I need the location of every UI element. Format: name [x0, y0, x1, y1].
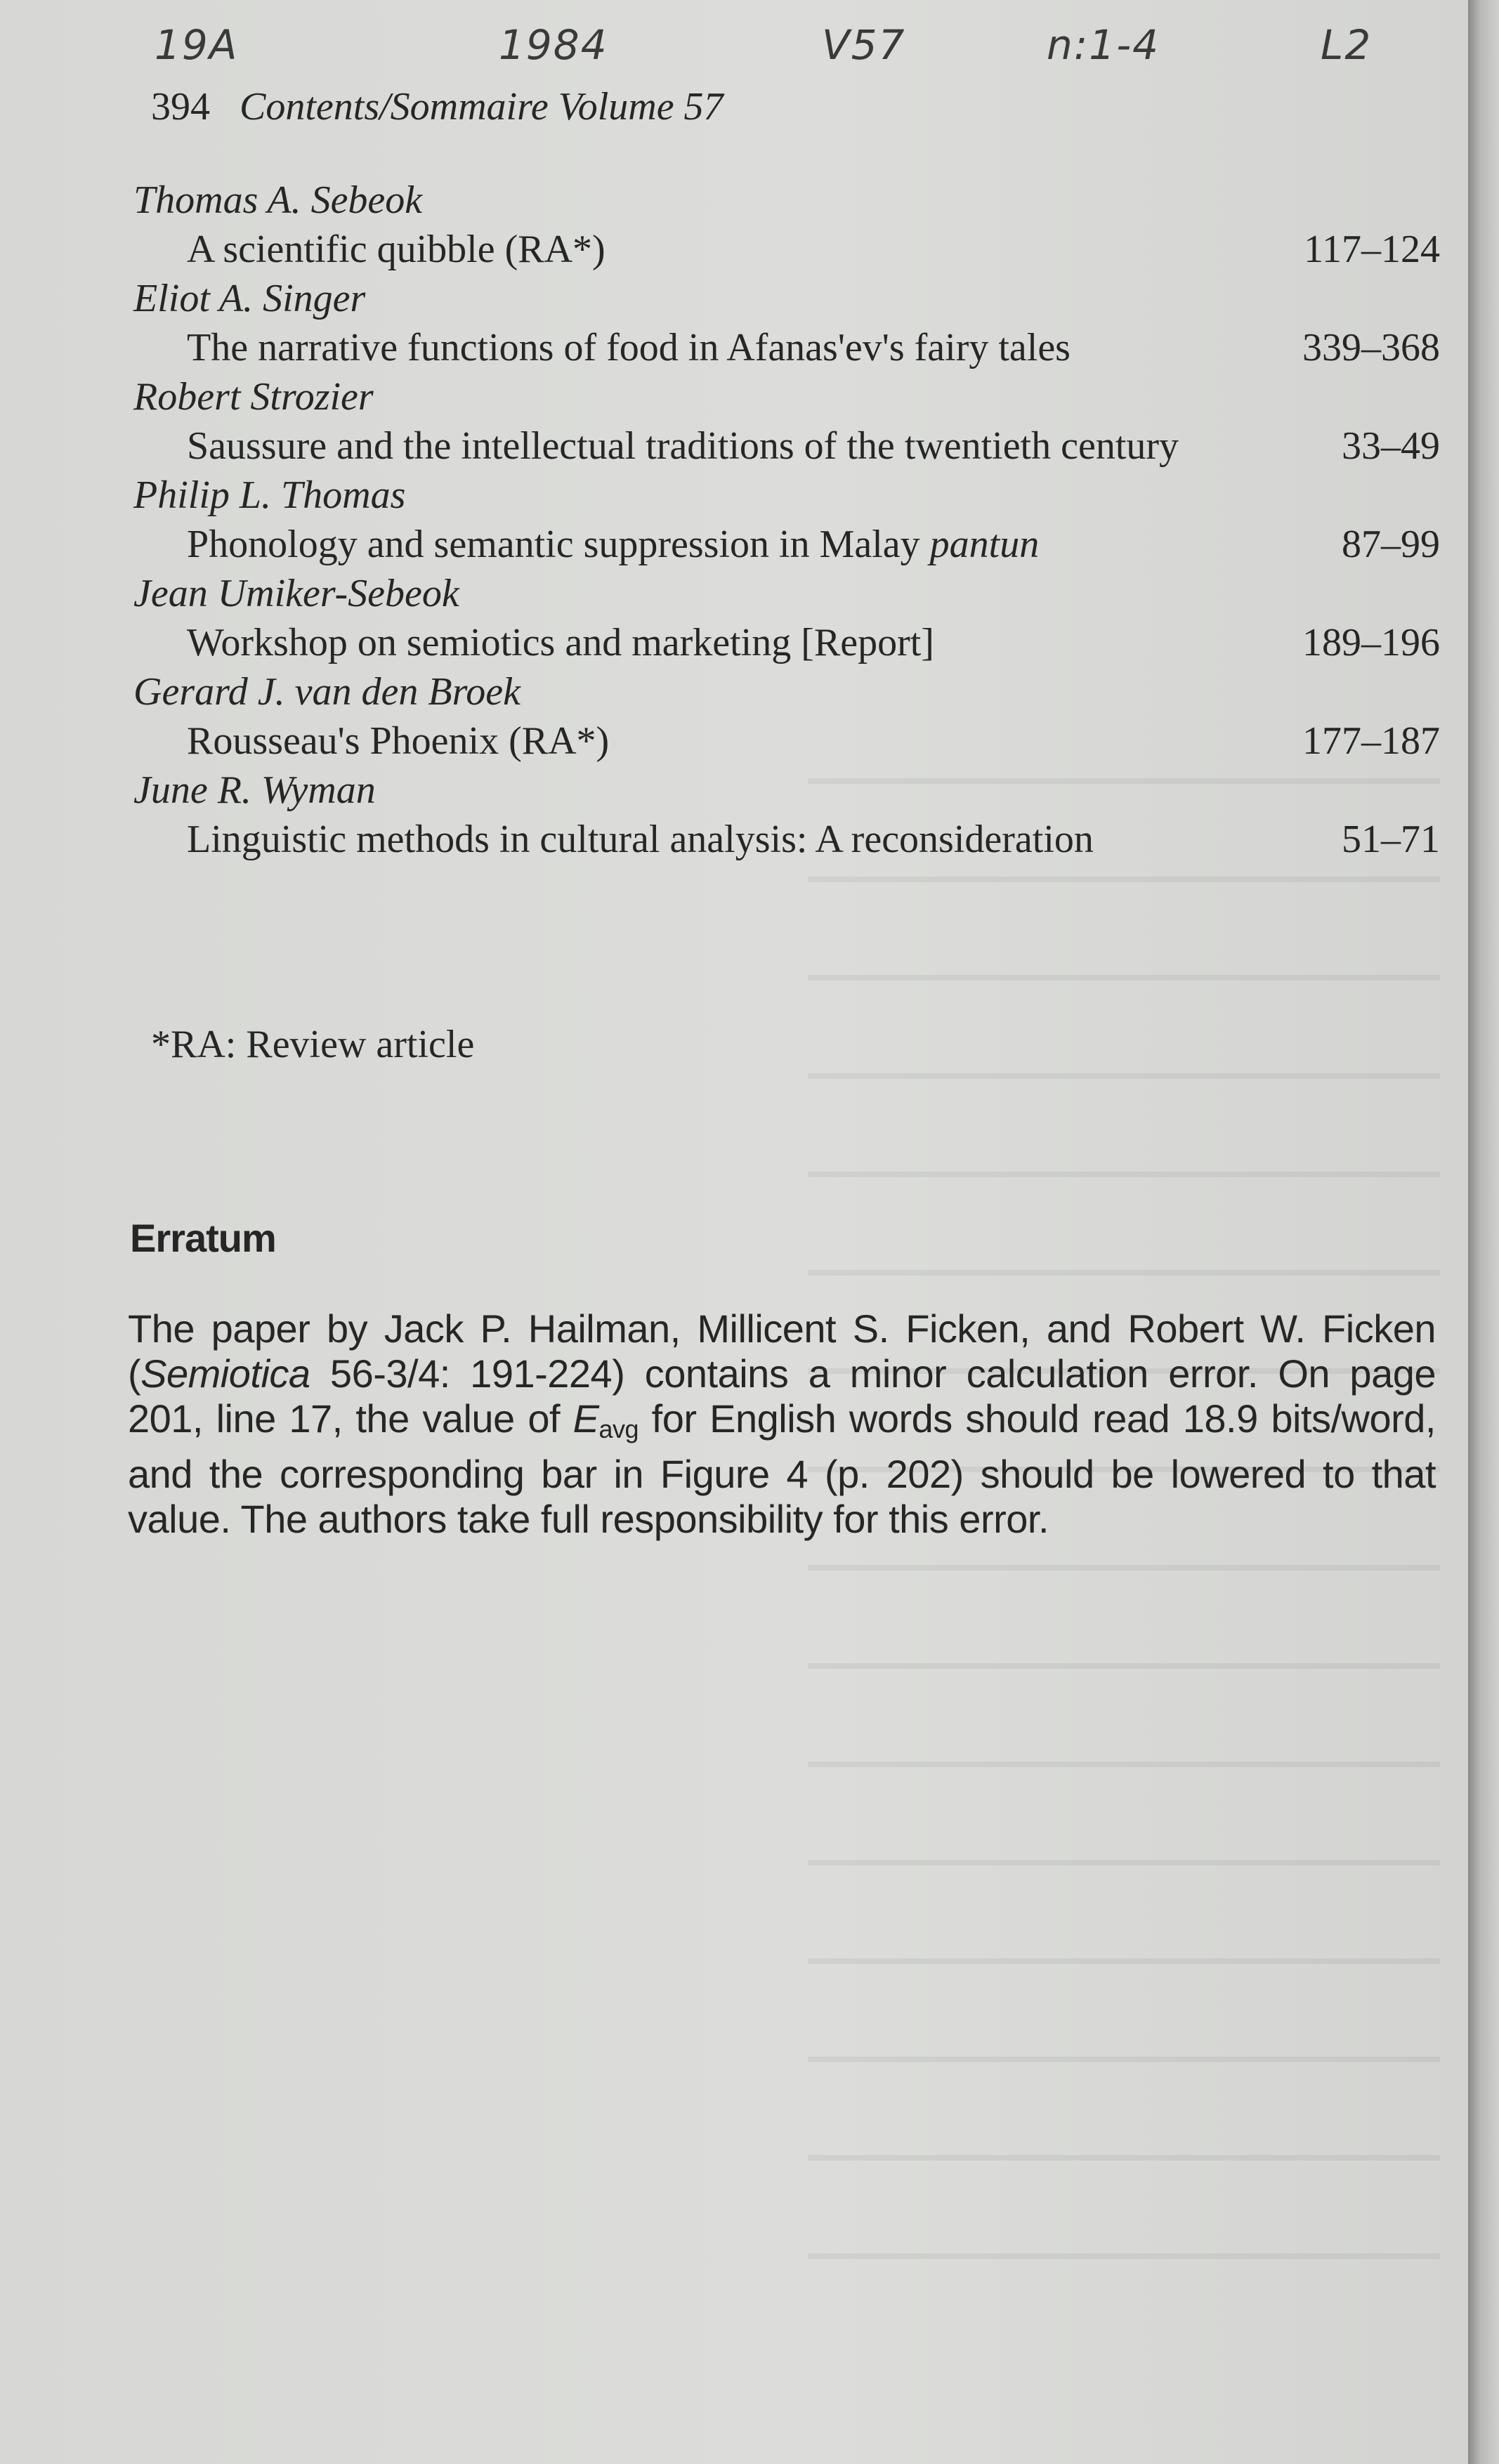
entry-title-row	[133, 323, 1440, 372]
entry-title: The narrative functions of food in Afanas'ev's fairy tales	[187, 326, 1071, 369]
erratum-text-part-1: The paper by Jack P. Hailman, Millicent S. Ficken, and Robert W. Ficken (	[128, 1306, 1436, 1396]
erratum-text-part-2: 56-3/4: 191-224) contains a minor calculation error. On page 201, line 17, the value of	[128, 1351, 1436, 1441]
handwritten-note-3: V57	[822, 21, 906, 69]
entry-author: Philip L. Thomas	[133, 473, 406, 517]
erratum-paragraph	[128, 1306, 1436, 1542]
entry-pages: 339–368	[1302, 326, 1440, 369]
handwritten-note-2: 1984	[499, 21, 608, 69]
handwritten-note-4: n:1-4	[1047, 21, 1160, 69]
entry-pages: 177–187	[1302, 719, 1440, 763]
entry-title: Phonology and semantic suppression in Malay pantun	[187, 523, 1040, 566]
entry-title: Linguistic methods in cultural analysis: A reconsideration	[187, 818, 1094, 861]
entry-pages: 51–71	[1342, 818, 1440, 861]
entry-author: Thomas A. Sebeok	[133, 178, 423, 222]
erratum-text-part-3: for English words should read 18.9 bits/word, and the corresponding bar in Figure 4 (p. 202) should be lowered to that value. The authors take full responsibility for this error.	[128, 1396, 1436, 1541]
entry-pages: 117–124	[1304, 228, 1440, 271]
running-head	[151, 84, 724, 129]
handwritten-call-number	[140, 21, 1440, 84]
contents-entry	[133, 569, 1440, 667]
entry-title-row	[133, 618, 1440, 667]
entry-title-row	[133, 421, 1440, 471]
entry-author: Jean Umiker-Sebeok	[133, 572, 459, 615]
entry-author: Robert Strozier	[133, 375, 374, 419]
entry-title: Workshop on semiotics and marketing [Report]	[187, 621, 934, 664]
contents-list	[133, 176, 1440, 864]
entry-title-row	[133, 225, 1440, 274]
erratum-symbol: E	[572, 1396, 599, 1441]
contents-entry	[133, 274, 1440, 372]
entry-author: Eliot A. Singer	[133, 277, 366, 320]
running-title: Contents/Sommaire Volume 57	[240, 85, 724, 129]
contents-entry	[133, 372, 1440, 471]
entry-title-row	[133, 520, 1440, 569]
entry-title: A scientific quibble (RA*)	[187, 228, 606, 271]
review-article-footnote: *RA: Review article	[151, 1023, 475, 1066]
entry-title: Rousseau's Phoenix (RA*)	[187, 719, 610, 763]
entry-author: June R. Wyman	[133, 768, 376, 812]
entry-title-row	[133, 815, 1440, 864]
entry-pages: 189–196	[1302, 621, 1440, 664]
handwritten-note-5: L2	[1321, 21, 1373, 69]
erratum-symbol-subscript: avg	[598, 1415, 639, 1443]
entry-author: Gerard J. van den Broek	[133, 670, 521, 714]
entry-pages: 33–49	[1342, 424, 1440, 468]
contents-entry	[133, 471, 1440, 569]
entry-title: Saussure and the intellectual traditions of the twentieth century	[187, 424, 1179, 468]
entry-pages: 87–99	[1342, 523, 1440, 566]
handwritten-note-1: 19A	[155, 21, 239, 69]
page-edge-shadow	[1468, 0, 1499, 2464]
contents-entry	[133, 766, 1440, 864]
entry-title-row	[133, 716, 1440, 766]
contents-entry	[133, 176, 1440, 274]
erratum-journal-name: Semiotica	[140, 1351, 310, 1396]
erratum-heading: Erratum	[130, 1216, 276, 1260]
page-number: 394	[151, 85, 210, 129]
contents-entry	[133, 667, 1440, 766]
